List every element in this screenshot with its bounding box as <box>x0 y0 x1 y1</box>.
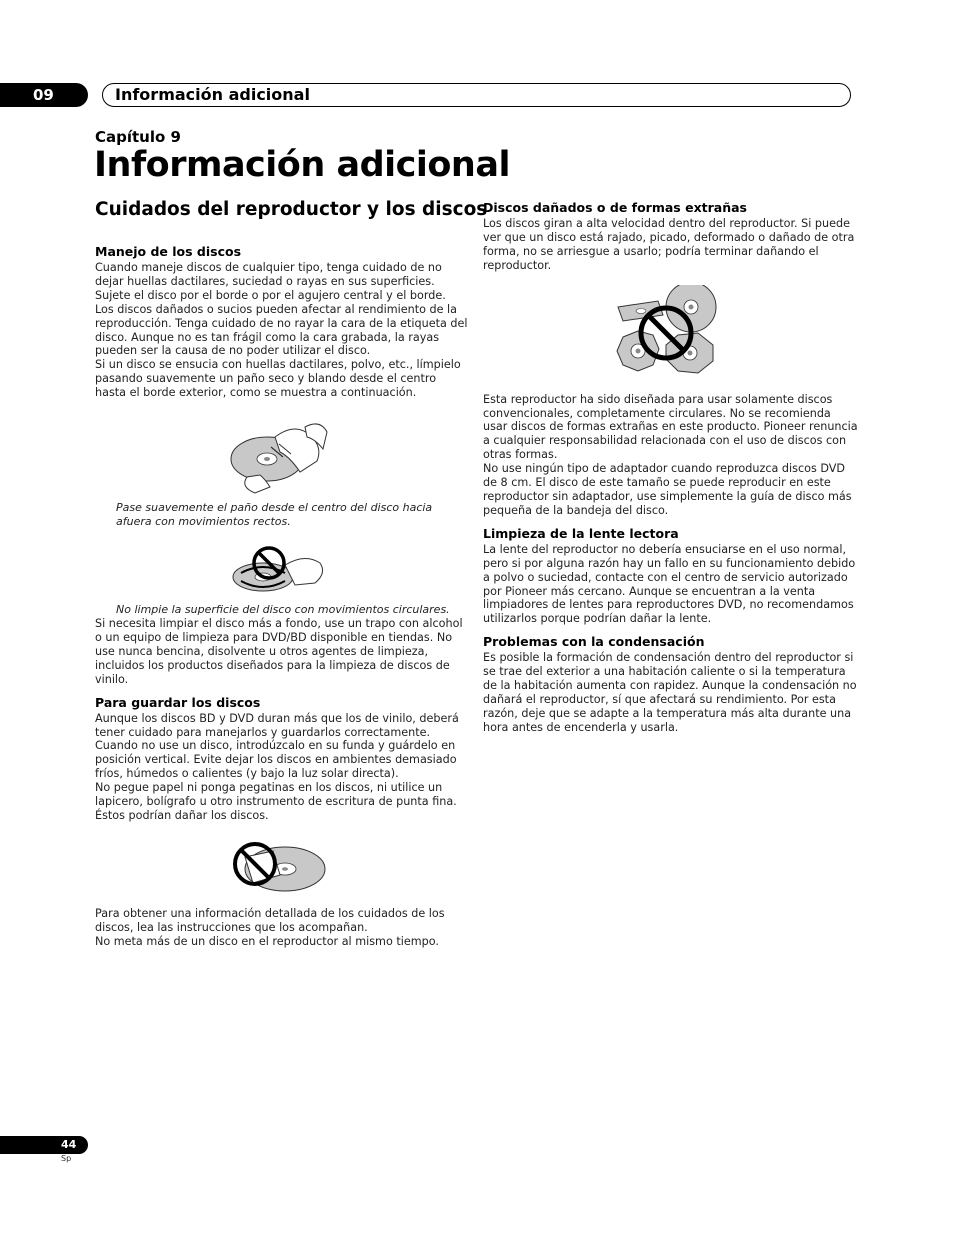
language-code: Sp <box>61 1154 72 1163</box>
wipe-caption: Pase suavemente el paño desde el centro del disco hacia afuera con movimientos rectos. <box>116 501 433 529</box>
damaged-paragraph-3: No use ningún tipo de adaptador cuando reproduzca discos DVD de 8 cm. El disco de este tamaño se puede reproducir en este reproductor sin adaptador, use simplemente la guía de disco más pequeña de la bandeja del disco. <box>483 462 852 517</box>
storing-paragraph-2: No pegue papel ni ponga pegatinas en los discos, ni utilice un lapicero, bolígrafo u otro instrumento de escritura de punta fina. Éstos podrían dañar los discos. <box>95 781 457 822</box>
chapter-label: Capítulo 9 <box>95 128 181 146</box>
no-circular-caption: No limpie la superficie del disco con movimientos circulares. <box>116 603 450 617</box>
section-title: Cuidados del reproductor y los discos <box>95 199 488 220</box>
heading-lens: Limpieza de la lente lectora <box>483 525 679 541</box>
heading-damaged: Discos dañados o de formas extrañas <box>483 200 747 215</box>
no-circular-wipe-illustration <box>95 543 470 597</box>
condensation-paragraph-1: Es posible la formación de condensación dentro del reproductor si se trae del exterior a una habitación caliente o si la temperatura de la habitación aumenta con rapidez. Aunque la condensación no dañará el reproductor, sí que afectará su rendimiento. Por esta razón, deje que se adapte a la temperatura más alta durante una hora antes de encenderla y usarla. <box>483 651 857 734</box>
page-number: 44 <box>0 1136 88 1154</box>
storing-paragraph-3: Para obtener una información detallada de los cuidados de los discos, lea las instrucciones que los acompañan. <box>95 906 445 934</box>
odd-shaped-discs-illustration <box>483 285 858 381</box>
storing-paragraph-1: Aunque los discos BD y DVD duran más que los de vinilo, deberá tener cuidado para manejarlos y guardarlos correctamente. Cuando no use un disco, introdúzcalo en su funda y guárdelo en posición vertical. Evite dejar los discos en ambientes demasiado fríos, húmedos o calientes (y bajo la luz solar directa). <box>95 711 459 781</box>
handling-paragraph-4: Si necesita limpiar el disco más a fondo, use un trapo con alcohol o un equipo de limpieza para DVD/BD disponible en tiendas. No use nunca bencina, disolvente u otros agentes de limpieza, incluidos los productos diseñados para la limpieza de discos de vinilo. <box>95 617 463 686</box>
handling-paragraph-1: Cuando maneje discos de cualquier tipo, tenga cuidado de no dejar huellas dactilares, suciedad o rayas en sus superficies. Sujete el disco por el borde o por el agujero central y el borde. <box>95 261 446 302</box>
left-column <box>95 237 470 949</box>
page-title: Información adicional <box>94 145 510 185</box>
lens-paragraph-1: La lente del reproductor no debería ensuciarse en el uso normal, pero si por alguna razón hay un fallo en su funcionamiento debido a polvo o suciedad, contacte con el centro de servicio autorizado por Pioneer más cercano. Aunque se encuentran a la venta limpiadores de lentes para reproductores DVD, no recomendamos utilizarlos porque podrían dañar la lente. <box>483 542 856 626</box>
chapter-header-title: Información adicional <box>102 83 851 107</box>
heading-condensation: Problemas con la condensación <box>483 634 705 650</box>
no-sticker-illustration <box>95 837 470 895</box>
handling-paragraph-2: Los discos dañados o sucios pueden afectar al rendimiento de la reproducción. Tenga cuidado de no rayar la cara de la etiqueta del disco. Aunque no es tan frágil como la cara grabada, la rayas pueden ser la causa de no poder utilizar el disco. <box>95 302 468 358</box>
chapter-header-bar <box>0 83 851 107</box>
chapter-number-tab: 09 <box>0 83 88 107</box>
damaged-paragraph-2: Esta reproductor ha sido diseñada para usar solamente discos convencionales, completamente circulares. No se recomienda usar discos de formas extrañas en este producto. Pioneer renuncia a cualquier responsabilidad relacionada con el uso de discos con otras formas. <box>483 392 858 462</box>
heading-handling: Manejo de los discos <box>95 244 242 259</box>
disc-wipe-illustration <box>95 417 470 495</box>
handling-paragraph-3: Si un disco se ensucia con huellas dactilares, polvo, etc., límpielo pasando suavemente un paño seco y blando desde el centro hasta el borde exterior, como se muestra a continuación. <box>95 358 461 400</box>
damaged-paragraph-1: Los discos giran a alta velocidad dentro del reproductor. Si puede ver que un disco está rajado, picado, deformado o dañado de otra forma, no se arriesgue a usarlo; podría terminar dañando el reproductor. <box>483 217 855 272</box>
right-column <box>483 200 858 735</box>
heading-storing: Para guardar los discos <box>95 694 261 710</box>
storing-paragraph-4: No meta más de un disco en el reproductor al mismo tiempo. <box>95 934 439 948</box>
